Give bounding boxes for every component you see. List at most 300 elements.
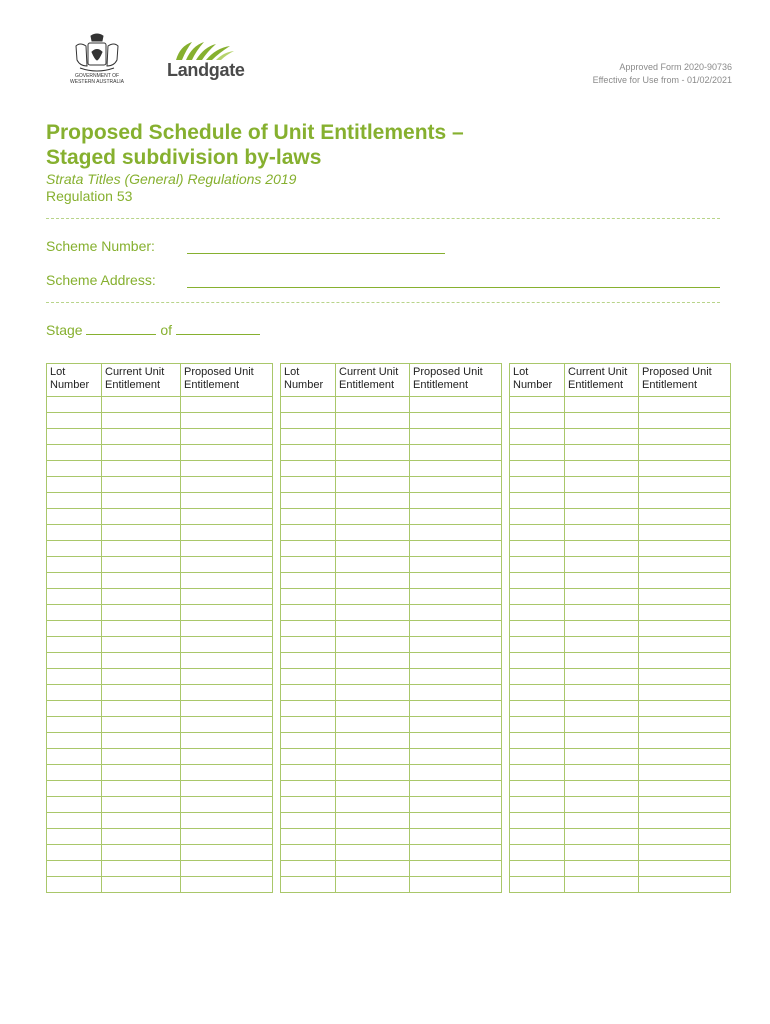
lot-number-cell[interactable]: [281, 813, 336, 829]
current-entitlement-cell[interactable]: [565, 701, 639, 717]
current-entitlement-cell[interactable]: [336, 797, 410, 813]
current-entitlement-cell[interactable]: [565, 509, 639, 525]
current-entitlement-cell[interactable]: [102, 829, 181, 845]
proposed-entitlement-cell[interactable]: [639, 413, 731, 429]
current-entitlement-cell[interactable]: [336, 685, 410, 701]
lot-number-cell[interactable]: [281, 877, 336, 893]
current-entitlement-cell[interactable]: [565, 877, 639, 893]
proposed-entitlement-cell[interactable]: [181, 477, 273, 493]
proposed-entitlement-cell[interactable]: [181, 717, 273, 733]
current-entitlement-cell[interactable]: [336, 621, 410, 637]
current-entitlement-cell[interactable]: [565, 493, 639, 509]
lot-number-cell[interactable]: [47, 605, 102, 621]
current-entitlement-cell[interactable]: [102, 605, 181, 621]
proposed-entitlement-cell[interactable]: [639, 653, 731, 669]
lot-number-cell[interactable]: [510, 573, 565, 589]
proposed-entitlement-cell[interactable]: [410, 493, 502, 509]
proposed-entitlement-cell[interactable]: [639, 861, 731, 877]
lot-number-cell[interactable]: [281, 541, 336, 557]
lot-number-cell[interactable]: [281, 525, 336, 541]
current-entitlement-cell[interactable]: [336, 829, 410, 845]
lot-number-cell[interactable]: [47, 525, 102, 541]
entitlement-table-2: [280, 363, 502, 893]
lot-number-cell[interactable]: [281, 765, 336, 781]
lot-number-cell[interactable]: [47, 413, 102, 429]
proposed-entitlement-cell[interactable]: [639, 637, 731, 653]
proposed-entitlement-cell[interactable]: [181, 749, 273, 765]
lot-number-cell[interactable]: [281, 413, 336, 429]
current-entitlement-cell[interactable]: [336, 877, 410, 893]
lot-number-cell[interactable]: [510, 653, 565, 669]
table-row: [510, 541, 731, 557]
lot-number-cell[interactable]: [281, 797, 336, 813]
current-entitlement-cell[interactable]: [336, 525, 410, 541]
proposed-entitlement-cell[interactable]: [639, 813, 731, 829]
lot-number-cell[interactable]: [510, 877, 565, 893]
entitlement-table-1: [46, 363, 273, 893]
current-entitlement-cell[interactable]: [565, 525, 639, 541]
current-entitlement-cell[interactable]: [102, 717, 181, 733]
current-entitlement-cell[interactable]: [565, 717, 639, 733]
proposed-entitlement-cell[interactable]: [639, 589, 731, 605]
current-entitlement-cell[interactable]: [102, 493, 181, 509]
table-row: [281, 733, 502, 749]
current-entitlement-cell[interactable]: [565, 861, 639, 877]
proposed-entitlement-cell[interactable]: [410, 589, 502, 605]
lot-number-cell[interactable]: [47, 541, 102, 557]
current-entitlement-cell[interactable]: [102, 541, 181, 557]
proposed-entitlement-cell[interactable]: [181, 493, 273, 509]
proposed-entitlement-cell[interactable]: [639, 733, 731, 749]
current-entitlement-cell[interactable]: [336, 557, 410, 573]
table-row: [281, 749, 502, 765]
stage-total-field[interactable]: [176, 322, 260, 335]
lot-number-cell[interactable]: [510, 685, 565, 701]
current-entitlement-cell[interactable]: [336, 509, 410, 525]
table-row: [47, 637, 273, 653]
proposed-entitlement-cell[interactable]: [410, 733, 502, 749]
current-entitlement-cell[interactable]: [565, 621, 639, 637]
proposed-entitlement-cell[interactable]: [410, 573, 502, 589]
proposed-entitlement-cell[interactable]: [410, 669, 502, 685]
proposed-entitlement-cell[interactable]: [639, 845, 731, 861]
lot-number-cell[interactable]: [281, 845, 336, 861]
lot-number-cell[interactable]: [281, 605, 336, 621]
stage-number-field[interactable]: [86, 322, 156, 335]
current-entitlement-cell[interactable]: [102, 397, 181, 413]
proposed-entitlement-cell[interactable]: [410, 445, 502, 461]
proposed-entitlement-cell[interactable]: [181, 637, 273, 653]
lot-number-cell[interactable]: [510, 781, 565, 797]
lot-number-cell[interactable]: [281, 653, 336, 669]
lot-number-cell[interactable]: [47, 797, 102, 813]
lot-number-cell[interactable]: [281, 589, 336, 605]
current-entitlement-cell[interactable]: [565, 477, 639, 493]
current-entitlement-cell[interactable]: [565, 413, 639, 429]
current-entitlement-cell[interactable]: [336, 413, 410, 429]
proposed-entitlement-cell[interactable]: [181, 685, 273, 701]
lot-number-cell[interactable]: [281, 669, 336, 685]
current-entitlement-cell[interactable]: [336, 589, 410, 605]
current-entitlement-cell[interactable]: [102, 733, 181, 749]
lot-number-cell[interactable]: [47, 813, 102, 829]
proposed-entitlement-cell[interactable]: [639, 621, 731, 637]
lot-number-cell[interactable]: [281, 621, 336, 637]
proposed-entitlement-cell[interactable]: [410, 605, 502, 621]
current-entitlement-cell[interactable]: [336, 733, 410, 749]
current-entitlement-cell[interactable]: [102, 509, 181, 525]
proposed-entitlement-cell[interactable]: [410, 845, 502, 861]
proposed-entitlement-cell[interactable]: [410, 477, 502, 493]
lot-number-cell[interactable]: [281, 477, 336, 493]
lot-number-cell[interactable]: [510, 461, 565, 477]
current-entitlement-cell[interactable]: [336, 669, 410, 685]
proposed-entitlement-cell[interactable]: [639, 797, 731, 813]
table-row: [47, 861, 273, 877]
proposed-entitlement-cell[interactable]: [410, 557, 502, 573]
current-entitlement-cell[interactable]: [336, 445, 410, 461]
lot-number-cell[interactable]: [510, 845, 565, 861]
current-entitlement-cell[interactable]: [565, 781, 639, 797]
lot-number-cell[interactable]: [47, 701, 102, 717]
current-entitlement-cell[interactable]: [565, 557, 639, 573]
current-entitlement-cell[interactable]: [336, 461, 410, 477]
current-entitlement-cell[interactable]: [565, 605, 639, 621]
current-entitlement-cell[interactable]: [565, 573, 639, 589]
table-row: [47, 621, 273, 637]
proposed-entitlement-cell[interactable]: [181, 621, 273, 637]
table-row: [510, 573, 731, 589]
lot-number-cell[interactable]: [47, 509, 102, 525]
current-entitlement-cell[interactable]: [336, 573, 410, 589]
lot-number-cell[interactable]: [47, 829, 102, 845]
lot-number-cell[interactable]: [510, 749, 565, 765]
proposed-entitlement-cell[interactable]: [181, 861, 273, 877]
current-entitlement-cell[interactable]: [102, 557, 181, 573]
proposed-entitlement-cell[interactable]: [181, 461, 273, 477]
current-entitlement-cell[interactable]: [102, 813, 181, 829]
current-entitlement-cell[interactable]: [336, 845, 410, 861]
proposed-entitlement-cell[interactable]: [410, 637, 502, 653]
current-entitlement-cell[interactable]: [102, 797, 181, 813]
lot-number-cell[interactable]: [510, 637, 565, 653]
lot-number-cell[interactable]: [281, 461, 336, 477]
lot-number-cell[interactable]: [510, 477, 565, 493]
proposed-entitlement-cell[interactable]: [410, 541, 502, 557]
table-row: [281, 653, 502, 669]
lot-number-cell[interactable]: [47, 877, 102, 893]
proposed-entitlement-cell[interactable]: [639, 765, 731, 781]
current-entitlement-cell[interactable]: [565, 445, 639, 461]
lot-number-cell[interactable]: [510, 445, 565, 461]
proposed-entitlement-cell[interactable]: [639, 557, 731, 573]
proposed-entitlement-cell[interactable]: [639, 829, 731, 845]
lot-number-cell[interactable]: [47, 733, 102, 749]
lot-number-cell[interactable]: [510, 861, 565, 877]
lot-number-cell[interactable]: [47, 765, 102, 781]
proposed-entitlement-cell[interactable]: [410, 765, 502, 781]
lot-number-cell[interactable]: [510, 429, 565, 445]
lot-number-cell[interactable]: [281, 509, 336, 525]
current-entitlement-cell[interactable]: [102, 429, 181, 445]
current-entitlement-cell[interactable]: [102, 861, 181, 877]
current-entitlement-cell[interactable]: [102, 765, 181, 781]
current-entitlement-cell[interactable]: [102, 589, 181, 605]
current-entitlement-cell[interactable]: [565, 669, 639, 685]
proposed-entitlement-cell[interactable]: [410, 749, 502, 765]
proposed-entitlement-cell[interactable]: [639, 701, 731, 717]
current-entitlement-cell[interactable]: [336, 813, 410, 829]
proposed-entitlement-cell[interactable]: [410, 653, 502, 669]
proposed-entitlement-cell[interactable]: [639, 509, 731, 525]
table-row: [47, 413, 273, 429]
lot-number-cell[interactable]: [47, 461, 102, 477]
lot-number-cell[interactable]: [47, 557, 102, 573]
proposed-entitlement-cell[interactable]: [181, 781, 273, 797]
lot-number-cell[interactable]: [47, 669, 102, 685]
lot-number-cell[interactable]: [510, 397, 565, 413]
proposed-entitlement-cell[interactable]: [181, 573, 273, 589]
table-row: [281, 621, 502, 637]
proposed-entitlement-cell[interactable]: [410, 413, 502, 429]
proposed-entitlement-cell[interactable]: [181, 877, 273, 893]
proposed-entitlement-cell[interactable]: [181, 445, 273, 461]
current-entitlement-cell[interactable]: [336, 605, 410, 621]
lot-number-cell[interactable]: [47, 637, 102, 653]
proposed-entitlement-cell[interactable]: [181, 733, 273, 749]
lot-number-cell[interactable]: [510, 813, 565, 829]
table-row: [510, 477, 731, 493]
proposed-entitlement-cell[interactable]: [181, 653, 273, 669]
current-entitlement-cell[interactable]: [565, 653, 639, 669]
lot-number-cell[interactable]: [281, 573, 336, 589]
current-entitlement-cell[interactable]: [336, 541, 410, 557]
lot-number-cell[interactable]: [47, 685, 102, 701]
proposed-entitlement-cell[interactable]: [410, 717, 502, 733]
lot-number-cell[interactable]: [510, 621, 565, 637]
proposed-entitlement-cell[interactable]: [181, 845, 273, 861]
lot-number-cell[interactable]: [47, 477, 102, 493]
proposed-entitlement-cell[interactable]: [181, 813, 273, 829]
current-entitlement-cell[interactable]: [565, 829, 639, 845]
lot-number-cell[interactable]: [47, 429, 102, 445]
current-entitlement-cell[interactable]: [565, 813, 639, 829]
current-entitlement-cell[interactable]: [102, 685, 181, 701]
proposed-entitlement-cell[interactable]: [181, 525, 273, 541]
lot-number-cell[interactable]: [47, 493, 102, 509]
lot-number-cell[interactable]: [47, 573, 102, 589]
current-entitlement-cell[interactable]: [565, 733, 639, 749]
proposed-entitlement-cell[interactable]: [410, 621, 502, 637]
current-entitlement-cell[interactable]: [565, 541, 639, 557]
lot-number-cell[interactable]: [510, 557, 565, 573]
lot-number-cell[interactable]: [47, 845, 102, 861]
proposed-entitlement-cell[interactable]: [639, 877, 731, 893]
current-entitlement-cell[interactable]: [102, 845, 181, 861]
current-entitlement-cell[interactable]: [565, 797, 639, 813]
current-entitlement-cell[interactable]: [565, 589, 639, 605]
current-entitlement-cell[interactable]: [102, 877, 181, 893]
current-entitlement-cell[interactable]: [565, 461, 639, 477]
lot-number-cell[interactable]: [510, 493, 565, 509]
lot-number-cell[interactable]: [281, 701, 336, 717]
lot-number-cell[interactable]: [47, 781, 102, 797]
current-entitlement-cell[interactable]: [336, 397, 410, 413]
proposed-entitlement-cell[interactable]: [410, 525, 502, 541]
proposed-entitlement-cell[interactable]: [639, 669, 731, 685]
proposed-entitlement-cell[interactable]: [410, 429, 502, 445]
current-entitlement-cell[interactable]: [102, 525, 181, 541]
lot-number-cell[interactable]: [47, 717, 102, 733]
proposed-entitlement-cell[interactable]: [410, 701, 502, 717]
lot-number-cell[interactable]: [510, 765, 565, 781]
proposed-entitlement-cell[interactable]: [181, 541, 273, 557]
lot-number-cell[interactable]: [510, 733, 565, 749]
current-entitlement-cell[interactable]: [102, 621, 181, 637]
lot-number-cell[interactable]: [47, 861, 102, 877]
lot-number-cell[interactable]: [281, 429, 336, 445]
proposed-entitlement-cell[interactable]: [181, 797, 273, 813]
current-entitlement-cell[interactable]: [102, 749, 181, 765]
current-entitlement-cell[interactable]: [565, 765, 639, 781]
current-entitlement-cell[interactable]: [336, 653, 410, 669]
lot-number-cell[interactable]: [281, 637, 336, 653]
scheme-address-field[interactable]: [187, 287, 720, 288]
current-entitlement-cell[interactable]: [565, 429, 639, 445]
current-entitlement-cell[interactable]: [102, 781, 181, 797]
proposed-entitlement-cell[interactable]: [639, 541, 731, 557]
proposed-entitlement-cell[interactable]: [639, 461, 731, 477]
current-entitlement-cell[interactable]: [102, 701, 181, 717]
proposed-entitlement-cell[interactable]: [410, 781, 502, 797]
proposed-entitlement-cell[interactable]: [181, 669, 273, 685]
proposed-entitlement-cell[interactable]: [410, 861, 502, 877]
proposed-entitlement-cell[interactable]: [181, 413, 273, 429]
proposed-entitlement-cell[interactable]: [181, 429, 273, 445]
proposed-entitlement-cell[interactable]: [639, 397, 731, 413]
current-entitlement-cell[interactable]: [336, 765, 410, 781]
current-entitlement-cell[interactable]: [565, 397, 639, 413]
lot-number-cell[interactable]: [281, 685, 336, 701]
current-entitlement-cell[interactable]: [336, 493, 410, 509]
current-entitlement-cell[interactable]: [102, 413, 181, 429]
table-row: [281, 765, 502, 781]
proposed-entitlement-cell[interactable]: [410, 797, 502, 813]
proposed-entitlement-cell[interactable]: [639, 605, 731, 621]
proposed-entitlement-cell[interactable]: [410, 461, 502, 477]
current-entitlement-cell[interactable]: [102, 573, 181, 589]
proposed-entitlement-cell[interactable]: [639, 429, 731, 445]
current-entitlement-cell[interactable]: [102, 637, 181, 653]
lot-number-cell[interactable]: [281, 733, 336, 749]
proposed-entitlement-cell[interactable]: [639, 445, 731, 461]
proposed-entitlement-cell[interactable]: [181, 397, 273, 413]
proposed-entitlement-cell[interactable]: [181, 829, 273, 845]
lot-number-cell[interactable]: [281, 397, 336, 413]
lot-number-cell[interactable]: [281, 861, 336, 877]
proposed-entitlement-cell[interactable]: [410, 813, 502, 829]
lot-number-cell[interactable]: [281, 717, 336, 733]
lot-number-cell[interactable]: [281, 781, 336, 797]
proposed-entitlement-cell[interactable]: [181, 765, 273, 781]
proposed-entitlement-cell[interactable]: [181, 589, 273, 605]
proposed-entitlement-cell[interactable]: [639, 717, 731, 733]
current-entitlement-cell[interactable]: [336, 749, 410, 765]
lot-number-cell[interactable]: [510, 717, 565, 733]
lot-number-cell[interactable]: [510, 413, 565, 429]
lot-number-cell[interactable]: [510, 669, 565, 685]
current-entitlement-cell[interactable]: [565, 685, 639, 701]
scheme-number-field[interactable]: [187, 253, 445, 254]
lot-number-cell[interactable]: [47, 397, 102, 413]
proposed-entitlement-cell[interactable]: [410, 397, 502, 413]
lot-number-cell[interactable]: [47, 621, 102, 637]
current-entitlement-cell[interactable]: [565, 845, 639, 861]
lot-number-cell[interactable]: [281, 557, 336, 573]
current-entitlement-cell[interactable]: [336, 781, 410, 797]
proposed-entitlement-cell[interactable]: [639, 781, 731, 797]
lot-number-cell[interactable]: [47, 653, 102, 669]
current-entitlement-cell[interactable]: [336, 717, 410, 733]
current-entitlement-cell[interactable]: [336, 861, 410, 877]
proposed-entitlement-cell[interactable]: [410, 509, 502, 525]
proposed-entitlement-cell[interactable]: [639, 685, 731, 701]
lot-number-cell[interactable]: [281, 445, 336, 461]
lot-number-cell[interactable]: [281, 493, 336, 509]
lot-number-cell[interactable]: [510, 797, 565, 813]
proposed-entitlement-cell[interactable]: [181, 509, 273, 525]
proposed-entitlement-cell[interactable]: [181, 605, 273, 621]
current-entitlement-cell[interactable]: [102, 445, 181, 461]
lot-number-cell[interactable]: [510, 589, 565, 605]
table-row: [510, 733, 731, 749]
proposed-entitlement-cell[interactable]: [410, 829, 502, 845]
current-entitlement-cell[interactable]: [102, 477, 181, 493]
proposed-entitlement-cell[interactable]: [410, 877, 502, 893]
current-entitlement-cell[interactable]: [102, 653, 181, 669]
lot-number-cell[interactable]: [47, 445, 102, 461]
proposed-entitlement-cell[interactable]: [639, 477, 731, 493]
current-entitlement-cell[interactable]: [102, 461, 181, 477]
lot-number-cell[interactable]: [510, 701, 565, 717]
proposed-entitlement-cell[interactable]: [181, 701, 273, 717]
current-entitlement-cell[interactable]: [336, 429, 410, 445]
lot-number-cell[interactable]: [510, 605, 565, 621]
proposed-entitlement-cell[interactable]: [639, 749, 731, 765]
lot-number-cell[interactable]: [510, 541, 565, 557]
lot-number-cell[interactable]: [510, 829, 565, 845]
proposed-entitlement-cell[interactable]: [639, 493, 731, 509]
lot-number-cell[interactable]: [281, 829, 336, 845]
proposed-entitlement-cell[interactable]: [639, 573, 731, 589]
lot-number-cell[interactable]: [281, 749, 336, 765]
current-entitlement-cell[interactable]: [565, 637, 639, 653]
lot-number-cell[interactable]: [510, 509, 565, 525]
table-row: [510, 429, 731, 445]
lot-number-cell[interactable]: [47, 589, 102, 605]
current-entitlement-cell[interactable]: [336, 637, 410, 653]
table-row: [281, 477, 502, 493]
proposed-entitlement-cell[interactable]: [410, 685, 502, 701]
current-entitlement-cell[interactable]: [565, 749, 639, 765]
current-entitlement-cell[interactable]: [336, 477, 410, 493]
current-entitlement-cell[interactable]: [102, 669, 181, 685]
current-entitlement-cell[interactable]: [336, 701, 410, 717]
lot-number-cell[interactable]: [47, 749, 102, 765]
proposed-entitlement-cell[interactable]: [639, 525, 731, 541]
proposed-entitlement-cell[interactable]: [181, 557, 273, 573]
lot-number-cell[interactable]: [510, 525, 565, 541]
